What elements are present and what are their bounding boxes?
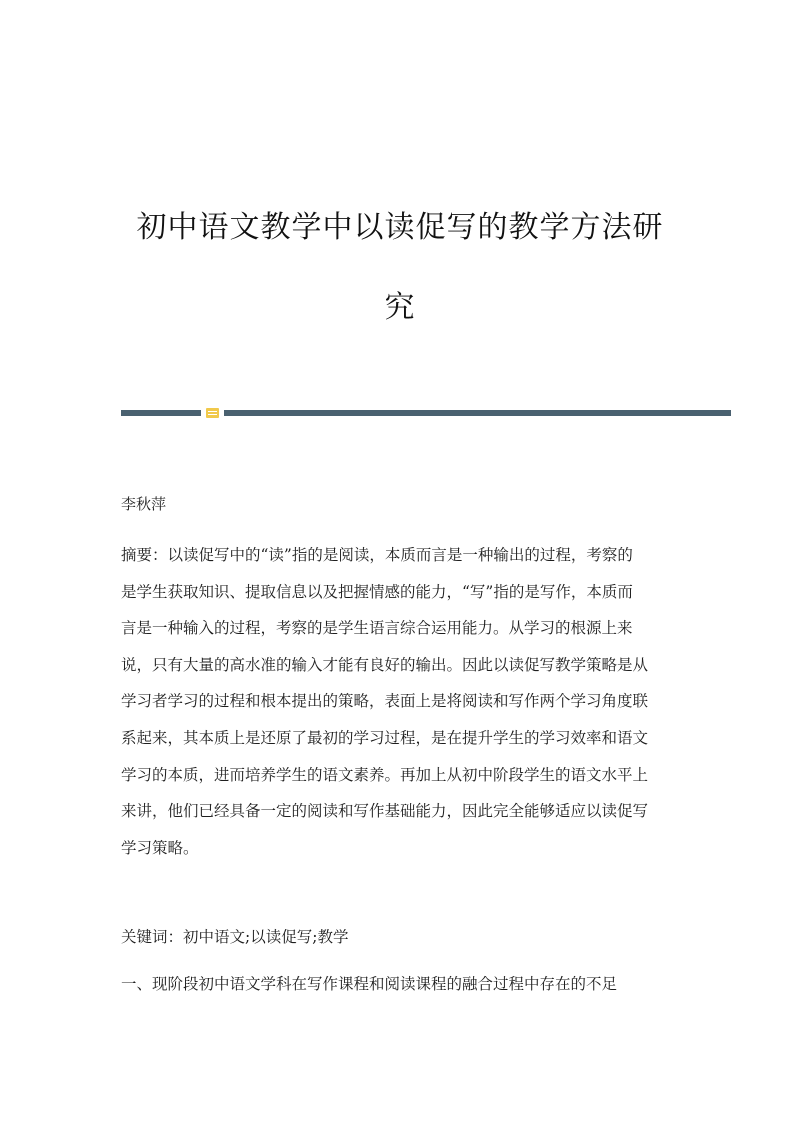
abstract-line: 是学生获取知识、提取信息以及把握情感的能力，“写”指的是写作，本质而 [121, 582, 633, 601]
abstract-line: 说，只有大量的高水准的输入才能有良好的输出。因此以读促写教学策略是从 [121, 655, 649, 674]
divider-bar-left [121, 410, 201, 416]
abstract-line: 学习策略。 [121, 838, 199, 857]
abstract-line: 来讲，他们已经具备一定的阅读和写作基础能力，因此完全能够适应以读促写 [121, 802, 649, 821]
abstract-line: 摘要：以读促写中的“读”指的是阅读，本质而言是一种输出的过程，考察的 [121, 546, 633, 564]
title-divider [121, 407, 731, 419]
title-line-1: 初中语文教学中以读促写的教学方法研 [136, 210, 664, 245]
title-line-2: 究 [384, 290, 416, 325]
document-badge-icon [206, 408, 219, 418]
divider-bar-right [224, 410, 731, 416]
abstract [121, 537, 681, 866]
abstract-line: 系起来，其本质上是还原了最初的学习过程，是在提升学生的学习效率和语文 [121, 728, 649, 747]
abstract-line: 言是一种输入的过程，考察的是学生语言综合运用能力。从学习的根源上来 [121, 619, 633, 638]
document-title [100, 188, 700, 348]
section-heading: 一、现阶段初中语文学科在写作课程和阅读课程的融合过程中存在的不足 [121, 975, 618, 993]
author-name: 李秋萍 [121, 495, 167, 513]
abstract-line: 学习者学习的过程和根本提出的策略，表面上是将阅读和写作两个学习角度联 [121, 692, 649, 711]
keywords: 关键词：初中语文;以读促写;教学 [121, 928, 349, 946]
abstract-line: 学习的本质，进而培养学生的语文素养。再加上从初中阶段学生的语文水平上 [121, 765, 649, 784]
